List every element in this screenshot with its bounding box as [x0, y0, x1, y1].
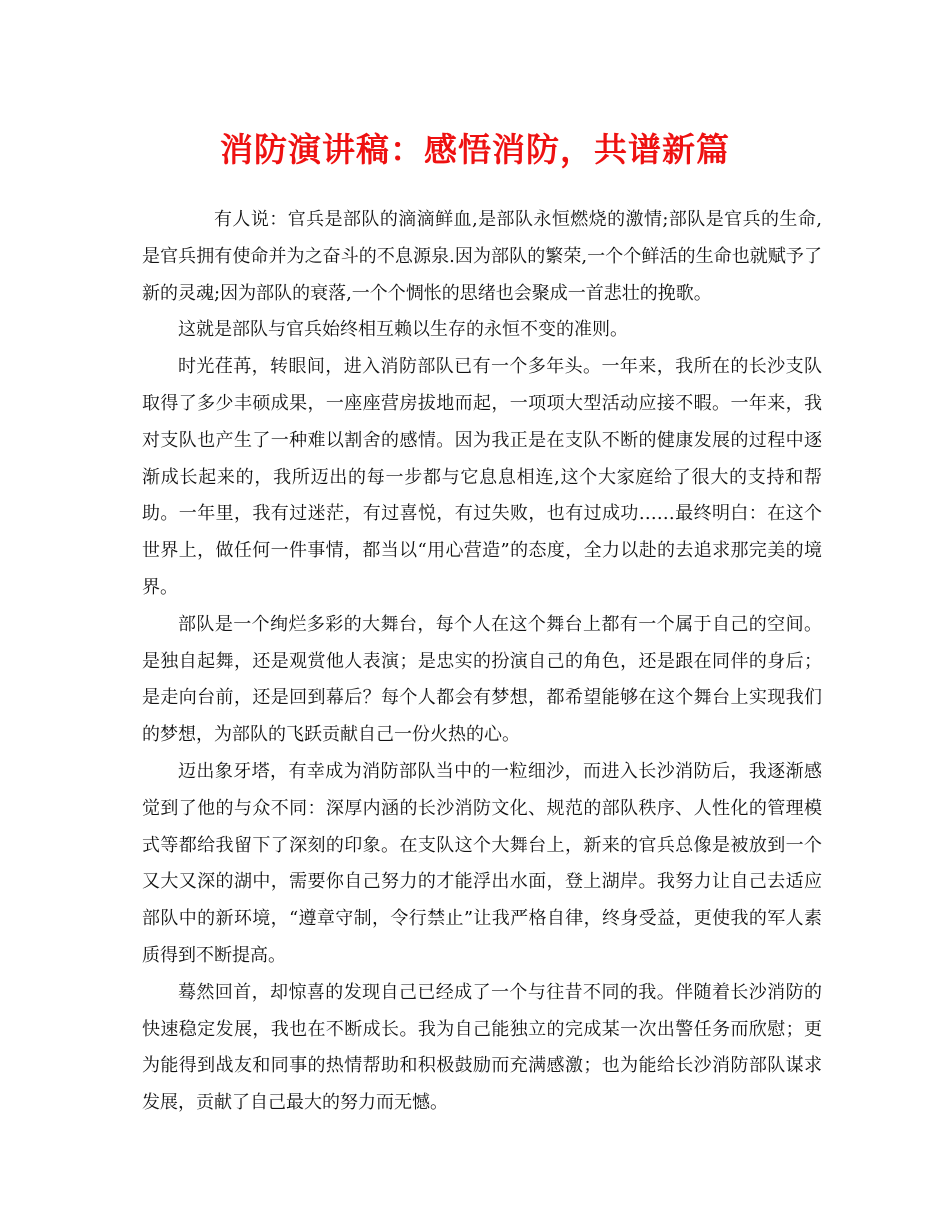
paragraph: 迈出象牙塔，有幸成为消防部队当中的一粒细沙，而进入长沙消防后，我逐渐感觉到了他的与众不同：深厚内涵的长沙消防文化、规范的部队秩序、人性化的管理模式等都给我留下了深刻的印象。在支队这个大舞台上，新来的官兵总像是被放到一个又大又深的湖中，需要你自己努力的才能浮出水面，登上湖岸。我努力让自己去适应部队中的新环境，“遵章守制，令行禁止”让我严格自律，终身受益，更使我的军人素质得到不断提高。	[142, 760, 822, 966]
paragraph: 蓦然回首，却惊喜的发现自己已经成了一个与往昔不同的我。伴随着长沙消防的快速稳定发展，我也在不断成长。我为自己能独立的完成某一次出警任务而欣慰；更为能得到战友和同事的热情帮助和积极鼓励而充满感激；也为能给长沙消防部队谋求发展，贡献了自己最大的努力而无憾。	[142, 981, 822, 1114]
paragraph: 这就是部队与官兵始终相互赖以生存的永恒不变的准则。	[178, 319, 628, 341]
paragraph: 有人说：官兵是部队的滴滴鲜血,是部队永恒燃烧的激情;部队是官兵的生命,是官兵拥有使命并为之奋斗的不息源泉.因为部队的繁荣,一个个鲜活的生命也就赋予了新的灵魂;因为部队的衰落,一个个惆怅的思绪也会聚成一首悲壮的挽歌。	[142, 209, 822, 304]
paragraph: 部队是一个绚烂多彩的大舞台，每个人在这个舞台上都有一个属于自己的空间。是独自起舞，还是观赏他人表演；是忠实的扮演自己的角色，还是跟在同伴的身后；是走向台前，还是回到幕后？每个人都会有梦想，都希望能够在这个舞台上实现我们的梦想，为部队的飞跃贡献自己一份火热的心。	[142, 613, 822, 746]
paragraph: 时光荏苒，转眼间，进入消防部队已有一个多年头。一年来，我所在的长沙支队取得了多少丰硕成果，一座座营房拔地而起，一项项大型活动应接不暇。一年来，我对支队也产生了一种难以割舍的感情。因为我正是在支队不断的健康发展的过程中逐渐成长起来的，我所迈出的每一步都与它息息相连,这个大家庭给了很大的支持和帮助。一年里，我有过迷茫，有过喜悦，有过失败，也有过成功……最终明白：在这个世界上，做任何一件事情，都当以“用心营造”的态度，全力以赴的去追求那完美的境界。	[142, 356, 822, 598]
document-title: 消防演讲稿：感悟消防，共谱新篇	[220, 130, 730, 169]
document-body	[142, 202, 822, 1122]
